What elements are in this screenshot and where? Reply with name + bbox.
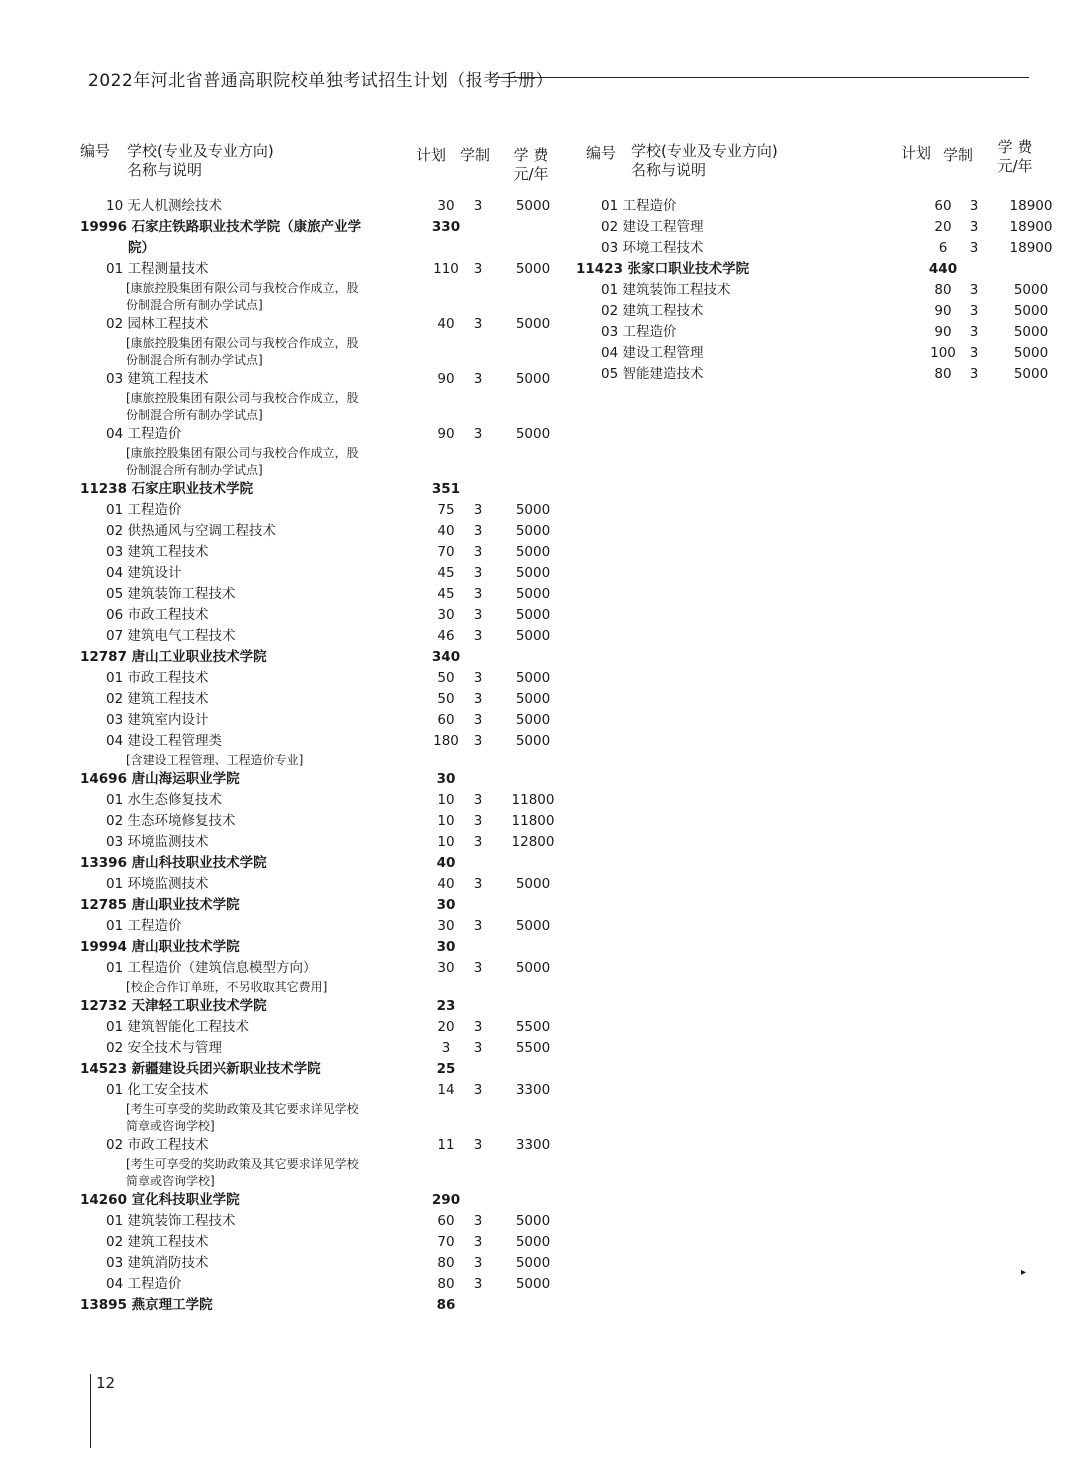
- duration-value: 3: [473, 565, 483, 581]
- duration-value: 3: [473, 960, 483, 976]
- school-name: 12787 唐山工业职业技术学院: [80, 649, 267, 665]
- page-number: 12: [96, 1374, 116, 1392]
- school-row: [78, 769, 568, 790]
- fee-value: 5000: [515, 544, 551, 560]
- major-note-line2: 份制混合所有制办学试点]: [126, 463, 263, 477]
- school-row: [78, 1190, 568, 1211]
- major-name: 02 供热通风与空调工程技术: [106, 523, 276, 539]
- major-name: 01 工程造价: [106, 502, 182, 518]
- fee-value: 5000: [515, 1276, 551, 1292]
- fee-value: 5000: [515, 733, 551, 749]
- plan-value: 90: [437, 371, 455, 387]
- major-row: [78, 1232, 568, 1253]
- major-name: 02 建筑工程技术: [106, 1234, 209, 1250]
- major-row: [78, 369, 568, 424]
- major-name: 10 无人机测绘技术: [106, 198, 222, 214]
- col-header-fee-right: [990, 138, 1040, 176]
- plan-value: 3: [441, 1040, 451, 1056]
- plan-value: 40: [437, 876, 455, 892]
- duration-value: 3: [473, 792, 483, 808]
- duration-value: 3: [473, 628, 483, 644]
- duration-value: 3: [969, 324, 979, 340]
- plan-value: 75: [437, 502, 455, 518]
- plan-value: 50: [437, 691, 455, 707]
- plan-value: 20: [437, 1019, 455, 1035]
- major-name: 03 建筑室内设计: [106, 712, 209, 728]
- plan-value: 80: [934, 366, 952, 382]
- duration-value: 3: [473, 670, 483, 686]
- major-note-line2: 简章或咨询学校]: [126, 1174, 215, 1188]
- plan-value: 80: [437, 1276, 455, 1292]
- school-name: 13396 唐山科技职业技术学院: [80, 855, 267, 871]
- plan-value: 45: [437, 565, 455, 581]
- major-note-line1: [康旅控股集团有限公司与我校合作成立，股: [126, 281, 359, 295]
- major-row: [78, 196, 568, 217]
- school-name: 12785 唐山职业技术学院: [80, 897, 240, 913]
- major-row: [576, 238, 1056, 259]
- duration-value: 3: [969, 366, 979, 382]
- major-note-line2: 简章或咨询学校]: [126, 1119, 215, 1133]
- major-row: [78, 874, 568, 895]
- page-header-title: 2022年河北省普通高职院校单独考试招生计划（报考手册）: [88, 71, 554, 91]
- duration-value: 3: [473, 426, 483, 442]
- col-header-fee-line2: 元/年: [513, 165, 549, 183]
- fee-value: 5000: [1013, 366, 1049, 382]
- fee-value: 18900: [1009, 198, 1053, 214]
- major-row: [78, 710, 568, 731]
- plan-value: 6: [938, 240, 948, 256]
- major-row: [576, 196, 1056, 217]
- fee-value: 5000: [515, 426, 551, 442]
- school-name: 14523 新疆建设兵团兴新职业技术学院: [80, 1061, 321, 1077]
- major-row: [78, 1135, 568, 1190]
- major-name: 03 建筑消防技术: [106, 1255, 209, 1271]
- plan-value: 80: [934, 282, 952, 298]
- fee-value: 18900: [1009, 219, 1053, 235]
- major-note: [106, 1101, 568, 1135]
- major-name: 02 市政工程技术: [106, 1137, 209, 1153]
- major-row: [78, 1080, 568, 1135]
- fee-value: 5000: [515, 371, 551, 387]
- plan-value: 30: [436, 897, 456, 913]
- corner-mark: ▸: [1021, 1267, 1027, 1278]
- fee-value: 12800: [511, 834, 555, 850]
- school-row: [78, 853, 568, 874]
- major-note: [106, 335, 568, 369]
- duration-value: 3: [473, 1234, 483, 1250]
- major-row: [78, 1017, 568, 1038]
- major-name: 05 智能建造技术: [601, 366, 704, 382]
- major-row: [78, 521, 568, 542]
- col-header-fee-right-line2: 元/年: [997, 157, 1033, 175]
- major-row: [576, 217, 1056, 238]
- duration-value: 3: [473, 733, 483, 749]
- fee-value: 5000: [515, 691, 551, 707]
- major-note: [106, 445, 568, 479]
- plan-value: 23: [436, 998, 456, 1014]
- col-header-school-right: [631, 142, 778, 180]
- major-name: 03 建筑工程技术: [106, 371, 209, 387]
- fee-value: 5000: [515, 565, 551, 581]
- duration-value: 3: [473, 1040, 483, 1056]
- plan-value: 90: [437, 426, 455, 442]
- col-header-fee-right-line1: 学 费: [997, 138, 1033, 156]
- duration-value: 3: [473, 523, 483, 539]
- major-name: 02 安全技术与管理: [106, 1040, 222, 1056]
- major-row: [78, 1038, 568, 1059]
- school-name: 12732 天津轻工职业技术学院: [80, 998, 267, 1014]
- footer-rule: [90, 1374, 91, 1448]
- major-name: 01 市政工程技术: [106, 670, 209, 686]
- fee-value: 5000: [1013, 303, 1049, 319]
- school-name: 11423 张家口职业技术学院: [576, 261, 750, 277]
- duration-value: 3: [473, 1276, 483, 1292]
- duration-value: 3: [473, 1019, 483, 1035]
- duration-value: 3: [473, 371, 483, 387]
- plan-value: 330: [431, 219, 461, 235]
- major-name: 02 建设工程管理: [601, 219, 704, 235]
- col-header-fee-line1: 学 费: [513, 146, 549, 164]
- school-name: 19996 石家庄铁路职业技术学院（康旅产业学: [80, 219, 362, 235]
- school-name: 11238 石家庄职业技术学院: [80, 481, 254, 497]
- plan-value: 45: [437, 586, 455, 602]
- major-row: [78, 916, 568, 937]
- duration-value: 3: [473, 813, 483, 829]
- plan-value: 90: [934, 324, 952, 340]
- major-name: 02 生态环境修复技术: [106, 813, 236, 829]
- fee-value: 5000: [515, 607, 551, 623]
- major-name: 02 园林工程技术: [106, 316, 209, 332]
- fee-value: 5000: [515, 502, 551, 518]
- plan-value: 70: [437, 544, 455, 560]
- major-row: [78, 542, 568, 563]
- major-name: 02 建筑工程技术: [106, 691, 209, 707]
- col-header-plan-right: 计划: [901, 144, 932, 162]
- major-row: [78, 1211, 568, 1232]
- duration-value: 3: [473, 712, 483, 728]
- major-row: [78, 1274, 568, 1295]
- fee-value: 5000: [515, 261, 551, 277]
- major-row: [78, 563, 568, 584]
- fee-value: 5000: [1013, 282, 1049, 298]
- major-row: [78, 259, 568, 314]
- major-row: [78, 832, 568, 853]
- major-row: [78, 1253, 568, 1274]
- fee-value: 5000: [515, 628, 551, 644]
- plan-value: 340: [431, 649, 461, 665]
- major-name: 01 水生态修复技术: [106, 792, 222, 808]
- duration-value: 3: [473, 1213, 483, 1229]
- col-header-school-right-line2: 名称与说明: [631, 161, 707, 179]
- major-row: [576, 301, 1056, 322]
- plan-value: 60: [437, 1213, 455, 1229]
- school-row: [78, 647, 568, 668]
- major-name: 01 工程造价: [601, 198, 677, 214]
- major-note-line1: [康旅控股集团有限公司与我校合作成立，股: [126, 391, 359, 405]
- plan-value: 10: [437, 834, 455, 850]
- major-name: 04 工程造价: [106, 1276, 182, 1292]
- fee-value: 3300: [515, 1137, 551, 1153]
- major-note: [106, 390, 568, 424]
- right-table: [576, 196, 1056, 385]
- header-rule: [497, 77, 1029, 78]
- plan-value: 50: [437, 670, 455, 686]
- major-name: 05 建筑装饰工程技术: [106, 586, 236, 602]
- major-row: [576, 322, 1056, 343]
- duration-value: 3: [969, 198, 979, 214]
- plan-value: 30: [437, 198, 455, 214]
- major-name: 01 工程造价（建筑信息模型方向）: [106, 960, 317, 976]
- school-row: [576, 259, 1056, 280]
- col-header-duration: 学制: [460, 146, 491, 164]
- duration-value: 3: [473, 691, 483, 707]
- col-header-school-line1: 学校(专业及专业方向): [127, 142, 274, 160]
- plan-value: 40: [437, 316, 455, 332]
- major-note-line2: 份制混合所有制办学试点]: [126, 298, 263, 312]
- duration-value: 3: [473, 1255, 483, 1271]
- duration-value: 3: [473, 544, 483, 560]
- duration-value: 3: [969, 240, 979, 256]
- plan-value: 60: [934, 198, 952, 214]
- col-header-duration-right: 学制: [943, 146, 974, 164]
- fee-value: 5000: [515, 960, 551, 976]
- major-row: [78, 605, 568, 626]
- school-name: 19994 唐山职业技术学院: [80, 939, 240, 955]
- plan-value: 80: [437, 1255, 455, 1271]
- school-name: 13895 燕京理工学院: [80, 1297, 213, 1313]
- fee-value: 5000: [515, 586, 551, 602]
- plan-value: 30: [436, 939, 456, 955]
- plan-value: 110: [433, 261, 459, 277]
- major-name: 04 建设工程管理类: [106, 733, 222, 749]
- major-note: [106, 979, 568, 996]
- major-note: [106, 1156, 568, 1190]
- duration-value: 3: [473, 261, 483, 277]
- plan-value: 25: [436, 1061, 456, 1077]
- plan-value: 70: [437, 1234, 455, 1250]
- major-name: 03 工程造价: [601, 324, 677, 340]
- major-note-line1: [考生可享受的奖助政策及其它要求详见学校: [126, 1157, 359, 1171]
- plan-value: 100: [930, 345, 956, 361]
- major-name: 01 建筑装饰工程技术: [601, 282, 731, 298]
- fee-value: 5500: [515, 1040, 551, 1056]
- major-note: [106, 280, 568, 314]
- fee-value: 11800: [511, 792, 555, 808]
- major-name: 04 建筑设计: [106, 565, 182, 581]
- duration-value: 3: [969, 345, 979, 361]
- duration-value: 3: [969, 282, 979, 298]
- fee-value: 5000: [515, 712, 551, 728]
- duration-value: 3: [473, 876, 483, 892]
- major-name: 03 环境工程技术: [601, 240, 704, 256]
- plan-value: 60: [437, 712, 455, 728]
- duration-value: 3: [473, 586, 483, 602]
- fee-value: 5000: [515, 316, 551, 332]
- major-row: [576, 280, 1056, 301]
- major-note-line1: [考生可享受的奖助政策及其它要求详见学校: [126, 1102, 359, 1116]
- plan-value: 351: [431, 481, 461, 497]
- duration-value: 3: [473, 834, 483, 850]
- major-name: 06 市政工程技术: [106, 607, 209, 623]
- col-header-school: [127, 142, 274, 180]
- plan-value: 90: [934, 303, 952, 319]
- major-name: 01 工程测量技术: [106, 261, 209, 277]
- fee-value: 5000: [515, 1255, 551, 1271]
- fee-value: 5000: [515, 670, 551, 686]
- plan-value: 40: [437, 523, 455, 539]
- col-header-fee: [506, 146, 556, 184]
- duration-value: 3: [473, 918, 483, 934]
- fee-value: 11800: [511, 813, 555, 829]
- major-name: 01 化工安全技术: [106, 1082, 209, 1098]
- major-note: [106, 752, 568, 769]
- school-row: [78, 1295, 568, 1316]
- major-row: [78, 731, 568, 769]
- fee-value: 5500: [515, 1019, 551, 1035]
- plan-value: 30: [437, 607, 455, 623]
- major-row: [78, 626, 568, 647]
- school-name: 14696 唐山海运职业学院: [80, 771, 240, 787]
- major-name: 03 环境监测技术: [106, 834, 209, 850]
- major-note-line1: [含建设工程管理、工程造价专业]: [126, 753, 304, 767]
- plan-value: 30: [437, 918, 455, 934]
- plan-value: 46: [437, 628, 455, 644]
- duration-value: 3: [473, 607, 483, 623]
- major-name: 01 工程造价: [106, 918, 182, 934]
- plan-value: 11: [437, 1137, 455, 1153]
- school-row: [78, 1059, 568, 1080]
- fee-value: 5000: [515, 1213, 551, 1229]
- duration-value: 3: [969, 219, 979, 235]
- major-row: [78, 811, 568, 832]
- col-header-school-line2: 名称与说明: [127, 161, 203, 179]
- plan-value: 86: [436, 1297, 456, 1313]
- col-header-code: 编号: [80, 142, 111, 160]
- plan-value: 180: [433, 733, 459, 749]
- major-name: 01 建筑装饰工程技术: [106, 1213, 236, 1229]
- major-note-line1: [康旅控股集团有限公司与我校合作成立，股: [126, 446, 359, 460]
- plan-value: 30: [437, 960, 455, 976]
- major-row: [78, 689, 568, 710]
- plan-value: 10: [437, 813, 455, 829]
- school-row: [78, 479, 568, 500]
- col-header-plan: 计划: [416, 146, 447, 164]
- plan-value: 290: [431, 1192, 461, 1208]
- major-name: 03 建筑工程技术: [106, 544, 209, 560]
- plan-value: 440: [928, 261, 958, 277]
- major-name: 01 建筑智能化工程技术: [106, 1019, 249, 1035]
- major-row: [78, 500, 568, 521]
- major-row: [576, 364, 1056, 385]
- col-header-school-right-line1: 学校(专业及专业方向): [631, 142, 778, 160]
- fee-value: 5000: [515, 1234, 551, 1250]
- major-row: [78, 314, 568, 369]
- duration-value: 3: [473, 316, 483, 332]
- fee-value: 18900: [1009, 240, 1053, 256]
- major-note-line2: 份制混合所有制办学试点]: [126, 353, 263, 367]
- duration-value: 3: [473, 1137, 483, 1153]
- school-row: [78, 996, 568, 1017]
- major-row: [78, 790, 568, 811]
- major-row: [576, 343, 1056, 364]
- school-name-continued: 院）: [128, 240, 155, 256]
- plan-value: 30: [436, 771, 456, 787]
- col-header-code-right: 编号: [586, 144, 617, 162]
- left-table: [78, 196, 568, 1316]
- school-name: 14260 宣化科技职业学院: [80, 1192, 240, 1208]
- fee-value: 5000: [515, 523, 551, 539]
- major-note-line2: 份制混合所有制办学试点]: [126, 408, 263, 422]
- school-row: [78, 217, 568, 259]
- major-row: [78, 584, 568, 605]
- plan-value: 10: [437, 792, 455, 808]
- major-row: [78, 668, 568, 689]
- school-row: [78, 895, 568, 916]
- duration-value: 3: [969, 303, 979, 319]
- fee-value: 5000: [515, 918, 551, 934]
- major-name: 04 工程造价: [106, 426, 182, 442]
- fee-value: 5000: [1013, 324, 1049, 340]
- plan-value: 20: [934, 219, 952, 235]
- major-note-line1: [校企合作订单班，不另收取其它费用]: [126, 980, 328, 994]
- major-name: 01 环境监测技术: [106, 876, 209, 892]
- duration-value: 3: [473, 1082, 483, 1098]
- major-row: [78, 958, 568, 996]
- school-row: [78, 937, 568, 958]
- major-note-line1: [康旅控股集团有限公司与我校合作成立，股: [126, 336, 359, 350]
- major-row: [78, 424, 568, 479]
- fee-value: 5000: [515, 198, 551, 214]
- major-name: 07 建筑电气工程技术: [106, 628, 236, 644]
- fee-value: 5000: [1013, 345, 1049, 361]
- duration-value: 3: [473, 502, 483, 518]
- plan-value: 14: [437, 1082, 455, 1098]
- duration-value: 3: [473, 198, 483, 214]
- plan-value: 40: [436, 855, 456, 871]
- major-name: 02 建筑工程技术: [601, 303, 704, 319]
- fee-value: 5000: [515, 876, 551, 892]
- fee-value: 3300: [515, 1082, 551, 1098]
- major-name: 04 建设工程管理: [601, 345, 704, 361]
